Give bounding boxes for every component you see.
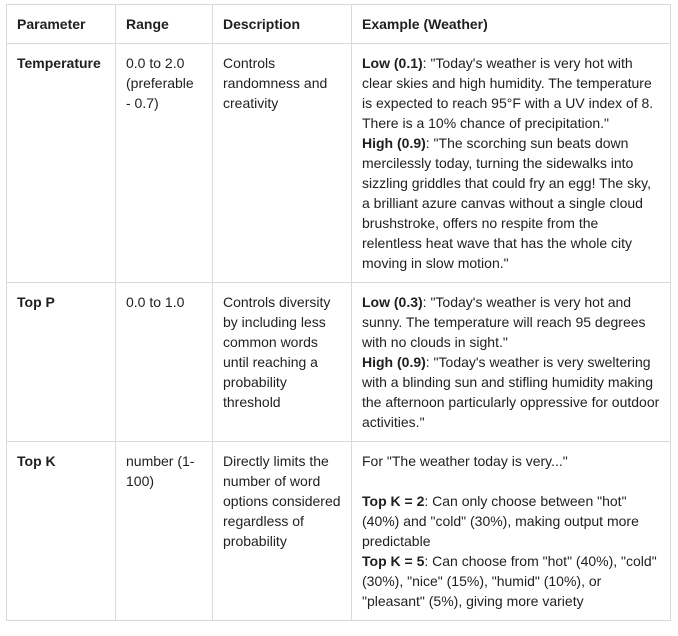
table-row — [7, 442, 671, 621]
table-row — [7, 283, 671, 442]
row-range: 0.0 to 1.0 — [116, 283, 213, 442]
example-text: : Can choose from "hot" (40%), "cold" (30%), "nice" (15%), "humid" (10%), or "pleasant" (5%), giving more variety — [362, 553, 657, 609]
example-label: Top K = 5 — [362, 553, 425, 569]
example-item — [362, 53, 660, 133]
example-label: Low (0.3) — [362, 294, 423, 310]
row-description: Controls randomness and creativity — [213, 44, 352, 283]
row-range: number (1- 100) — [116, 442, 213, 621]
example-text: : "Today's weather is very hot with clear skies and high humidity. The temperature is expected to reach 95°F with a UV index of 8. There is a 10% chance of precipitation." — [362, 55, 654, 131]
example-label: Top K = 2 — [362, 493, 425, 509]
example-label: Low (0.1) — [362, 55, 423, 71]
example-intro: For "The weather today is very..." — [362, 453, 568, 469]
table-header-row — [7, 5, 671, 44]
example-item — [362, 133, 660, 273]
header-example: Example (Weather) — [352, 5, 671, 44]
example-item — [362, 551, 660, 611]
example-item — [362, 292, 660, 352]
parameters-table — [6, 4, 671, 621]
header-description: Description — [213, 5, 352, 44]
header-parameter: Parameter — [7, 5, 116, 44]
example-item — [362, 491, 660, 551]
table-row — [7, 44, 671, 283]
header-range: Range — [116, 5, 213, 44]
example-text: : "The scorching sun beats down mercilessly today, turning the sidewalks into sizzling griddles that could fry an egg! The sky, a brilliant azure canvas without a single cloud brushstroke, offers no respite from the relentless heat wave that has the whole city moving in slow motion." — [362, 135, 651, 271]
example-label: High (0.9) — [362, 135, 426, 151]
row-example — [352, 283, 671, 442]
row-description: Directly limits the number of word options considered regardless of probability — [213, 442, 352, 621]
row-parameter: Top K — [7, 442, 116, 621]
row-description: Controls diversity by including less common words until reaching a probability threshold — [213, 283, 352, 442]
example-text: : "Today's weather is very hot and sunny. The temperature will reach 95 degrees with no clouds in sight." — [362, 294, 646, 350]
example-text: : Can only choose between "hot" (40%) and "cold" (30%), making output more predictable — [362, 493, 639, 549]
example-label: High (0.9) — [362, 354, 426, 370]
row-example — [352, 44, 671, 283]
row-example — [352, 442, 671, 621]
row-parameter: Temperature — [7, 44, 116, 283]
row-range: 0.0 to 2.0 (preferable - 0.7) — [116, 44, 213, 283]
example-text: : "Today's weather is very sweltering with a blinding sun and stifling humidity making the afternoon particularly oppressive for outdoor activities." — [362, 354, 660, 430]
example-item — [362, 352, 660, 432]
row-parameter: Top P — [7, 283, 116, 442]
